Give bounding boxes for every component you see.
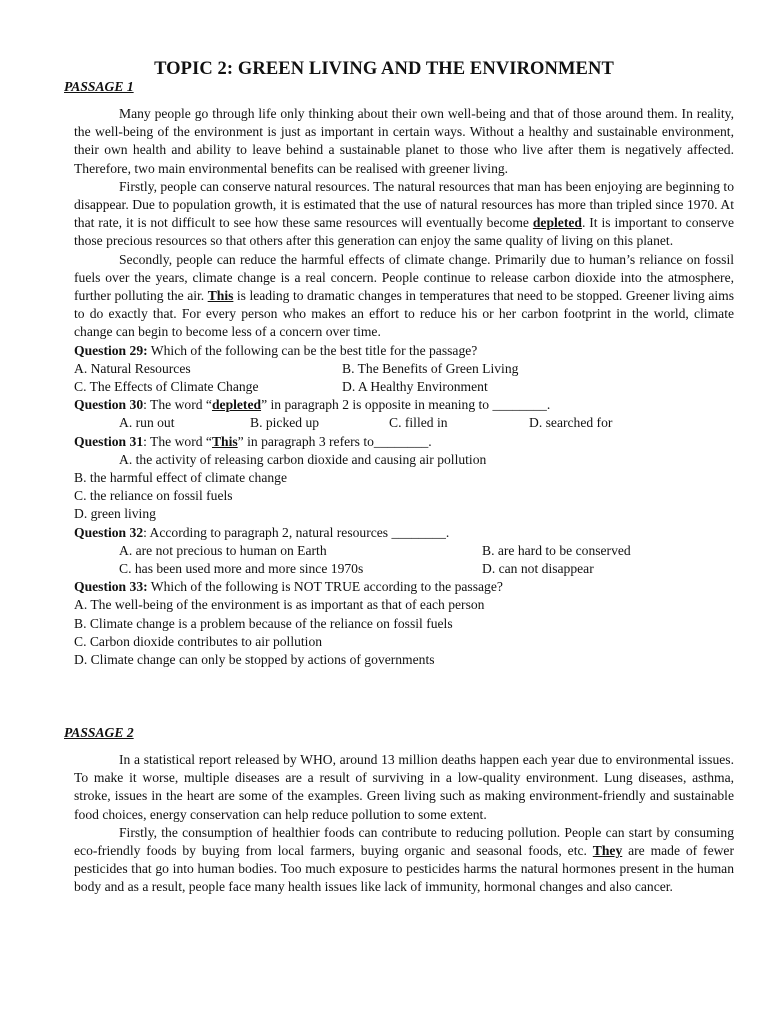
option-a: A. the activity of releasing carbon dioxide and causing air pollution bbox=[119, 451, 487, 467]
option-d: D. searched for bbox=[529, 415, 613, 431]
paragraph-text: are made of fewer pesticides that go into human bodies. Too much exposure to pesticides harms the natural hormones present in the human body and as a result, people face many health issues like lack of immunity, hormonal changes and also cancer. bbox=[74, 843, 734, 895]
question-text: Which of the following can be the best title for the passage? bbox=[147, 342, 478, 358]
option-b: B. picked up bbox=[250, 415, 320, 431]
question-number: Question 29: bbox=[74, 342, 148, 358]
passage-2-label: PASSAGE 2 bbox=[64, 725, 134, 740]
option-c: C. Carbon dioxide contributes to air pollution bbox=[74, 633, 323, 649]
option-c: C. The Effects of Climate Change bbox=[74, 379, 259, 395]
paragraph-text: . It is important to conserve those precious resources so that others after this generation can enjoy the same quality of living on this planet. bbox=[74, 215, 734, 249]
question-32 bbox=[74, 524, 734, 542]
paragraph-text: is leading to dramatic changes in temperatures that need to be stopped. Greener living aims to do exactly that. For every person who makes an effort to reduce his or her carbon footprint in the world, climate change can begin to become less of a concern over time. bbox=[74, 288, 734, 340]
option-b: B. are hard to be conserved bbox=[482, 542, 631, 558]
question-31 bbox=[74, 433, 734, 451]
highlighted-word-they: They bbox=[592, 843, 623, 859]
question-text: : The word “ bbox=[143, 433, 212, 449]
options-row bbox=[74, 542, 734, 560]
passage-1-paragraph-1: Many people go through life only thinking about their own well-being and that of those around them. In reality, the well-being of the environment is just as important in certain ways. Without a healthy and sustainable environment, their own health and ability to leave behind a sustainable planet to those who live after them is negatively affected. Therefore, two main environmental benefits can be realised with greener living. bbox=[74, 106, 734, 176]
option-d: D. A Healthy Environment bbox=[342, 379, 488, 395]
option-b: B. the harmful effect of climate change bbox=[74, 470, 287, 486]
option-d: D. can not disappear bbox=[482, 561, 594, 577]
option-d: D. Climate change can only be stopped by actions of governments bbox=[74, 652, 435, 668]
question-33 bbox=[74, 578, 734, 596]
option-c: C. filled in bbox=[389, 415, 448, 431]
quoted-word: depleted bbox=[211, 397, 262, 413]
options-row bbox=[74, 360, 734, 378]
options-row bbox=[74, 560, 734, 578]
question-number: Question 31 bbox=[74, 433, 144, 449]
quoted-word: This bbox=[211, 433, 238, 449]
question-text: ” in paragraph 3 refers to________. bbox=[237, 433, 432, 449]
passage-1-body bbox=[74, 105, 734, 669]
option-c: C. has been used more and more since 1970s bbox=[119, 561, 364, 577]
question-29 bbox=[74, 342, 734, 360]
page-title: TOPIC 2: GREEN LIVING AND THE ENVIRONMENT bbox=[154, 59, 614, 79]
option-a: A. Natural Resources bbox=[74, 360, 191, 376]
question-text: ” in paragraph 2 is opposite in meaning to ________. bbox=[261, 397, 551, 413]
option-b: B. Climate change is a problem because of the reliance on fossil fuels bbox=[74, 615, 453, 631]
option-c: C. the reliance on fossil fuels bbox=[74, 488, 233, 504]
option-a: A. are not precious to human on Earth bbox=[119, 542, 327, 558]
passage-1-label: PASSAGE 1 bbox=[64, 79, 134, 94]
highlighted-word-depleted: depleted bbox=[532, 215, 582, 231]
option-a: A. run out bbox=[119, 415, 175, 431]
paragraph-text: Firstly, the consumption of healthier foods can contribute to reducing pollution. People can start by consuming eco-friendly foods by buying from local farmers, buying organic and seasonal foods, etc. bbox=[74, 824, 734, 859]
question-number: Question 32 bbox=[74, 524, 144, 540]
option-b: B. The Benefits of Green Living bbox=[342, 360, 519, 376]
passage-2-paragraph-1: In a statistical report released by WHO, around 13 million deaths happen each year due to environmental issues. To make it worse, multiple diseases are a result of surviving in a low-quality environment. Lung diseases, asthma, stroke, issues in the heart are some of the examples. Green living such as making environment-friendly and sustainable food choices, energy conservation can help reduce pollution to some extent. bbox=[74, 752, 734, 822]
option-a: A. The well-being of the environment is as important as that of each person bbox=[74, 597, 485, 613]
passage-2-body bbox=[74, 751, 734, 897]
options-row bbox=[74, 378, 734, 396]
options-row bbox=[74, 414, 734, 432]
question-number: Question 30 bbox=[74, 397, 144, 413]
passage-1-paragraph-3 bbox=[74, 251, 734, 342]
option-d: D. green living bbox=[74, 506, 156, 522]
highlighted-word-this: This bbox=[207, 288, 234, 304]
paragraph-text: Firstly, people can conserve natural resources. The natural resources that man has been enjoying are beginning to disappear. Due to population growth, it is estimated that the use of natural resources has more than tripled since 1970. At that rate, it is not difficult to see how these same resources will eventually become bbox=[74, 178, 734, 231]
question-text: Which of the following is NOT TRUE according to the passage? bbox=[147, 579, 503, 595]
question-text: : The word “ bbox=[143, 397, 212, 413]
passage-1-paragraph-2 bbox=[74, 178, 734, 251]
paragraph-text: Secondly, people can reduce the harmful effects of climate change. Primarily due to human’s reliance on fossil fuels over the years, climate change is a real concern. People continue to release carbon dioxide into the atmosphere, further polluting the air. bbox=[74, 251, 734, 304]
question-text: : According to paragraph 2, natural resources ________. bbox=[143, 524, 450, 540]
question-30 bbox=[74, 396, 734, 414]
passage-2-paragraph-2 bbox=[74, 824, 734, 897]
question-number: Question 33: bbox=[74, 579, 148, 595]
